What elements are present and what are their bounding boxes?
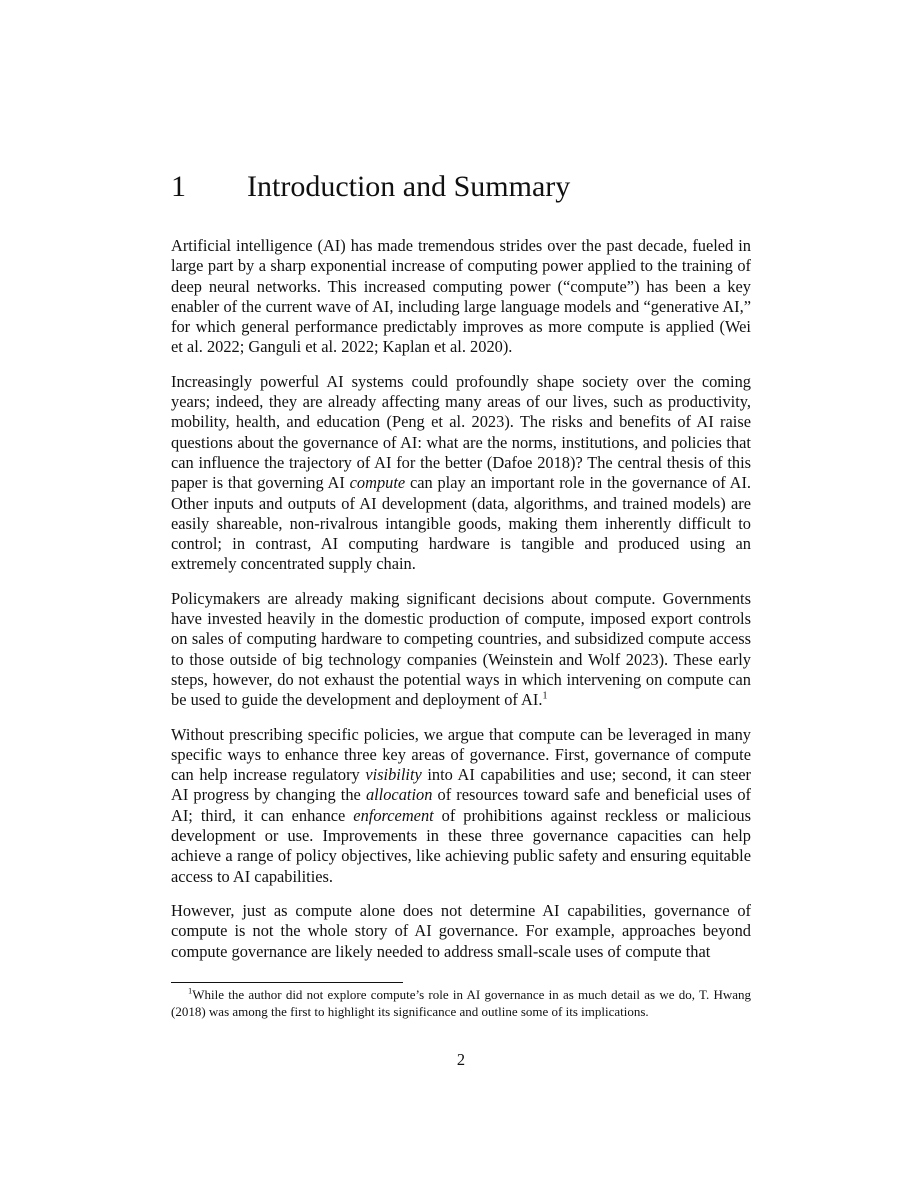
footnote-reference[interactable]: 1 — [542, 690, 548, 702]
paragraph-3 — [171, 589, 751, 711]
paragraph-2 — [171, 372, 751, 575]
paragraph-2-part-b: can play an important role in the governance of AI. Other inputs and outputs of AI development (data, algorithms, and trained models) are easily shareable, non-rivalrous intangible goods, making them inherently difficult to control; in contrast, AI computing hardware is tangible and produced using an extremely concentrated supply chain. — [171, 473, 752, 574]
paragraph-3-text: Policymakers are already making significant decisions about compute. Governments have invested heavily in the domestic production of compute, imposed export controls on sales of computing hardware to competing countries, and subsidized compute access to those outside of big technology companies (Weinstein and Wolf 2023). These early steps, however, do not exhaust the potential ways in which intervening on compute can be used to guide the development and deployment of AI. — [171, 588, 751, 710]
footnote — [171, 986, 751, 1020]
footnote-text: While the author did not explore compute’s role in AI governance in as much detail as we do, T. Hwang (2018) was among the first to highlight its significance and outline some of its implications. — [171, 987, 751, 1019]
footnote-divider — [171, 982, 403, 983]
paragraph-4-part-b: into AI capabilities and use; second, it can steer AI progress by changing the — [171, 765, 751, 805]
paragraph-4-part-d: of prohibitions against reckless or malicious development or use. Improvements in these three governance capacities can help achieve a range of policy objectives, like achieving public safety and ensuring equitable access to AI capabilities. — [171, 805, 751, 886]
emphasis-visibility: visibility — [365, 765, 422, 785]
body-text — [171, 236, 751, 976]
paragraph-4-part-c: of resources toward safe and beneficial uses of AI; third, it can enhance — [171, 785, 751, 825]
section-title: Introduction and Summary — [247, 170, 571, 203]
paragraph-4-part-a: Without prescribing specific policies, we argue that compute can be leveraged in many specific ways to enhance three key areas of governance. First, governance of compute can help increase regulatory — [171, 724, 751, 785]
footnote-mark: 1 — [188, 985, 193, 996]
section-heading — [171, 168, 751, 206]
paragraph-2-part-a: Increasingly powerful AI systems could profoundly shape society over the coming years; indeed, they are already affecting many areas of our lives, such as productivity, mobility, health, and education (Peng et al. 2023). The risks and benefits of AI raise questions about the governance of AI: what are the norms, institutions, and policies that can influence the trajectory of AI for the better (Dafoe 2018)? The central thesis of this paper is that governing AI — [171, 371, 751, 493]
page-number: 2 — [456, 1050, 466, 1069]
paragraph-4 — [171, 725, 751, 887]
emphasis-enforcement: enforcement — [353, 805, 434, 825]
section-number: 1 — [171, 170, 186, 203]
emphasis-compute: compute — [349, 473, 406, 493]
paragraph-1: Artificial intelligence (AI) has made tremendous strides over the past decade, fueled in large part by a sharp exponential increase of computing power applied to the training of deep neural networks. This increased computing power (“compute”) has been a key enabler of the current wave of AI, including large language models and “generative AI,” for which general performance predictably improves as more compute is applied (Wei et al. 2022; Ganguli et al. 2022; Kaplan et al. 2020). — [171, 236, 751, 357]
paragraph-5: However, just as compute alone does not determine AI capabilities, governance of compute is not the whole story of AI governance. For example, approaches beyond compute governance are likely needed to address small-scale uses of compute that — [171, 900, 751, 961]
emphasis-allocation: allocation — [365, 785, 433, 805]
